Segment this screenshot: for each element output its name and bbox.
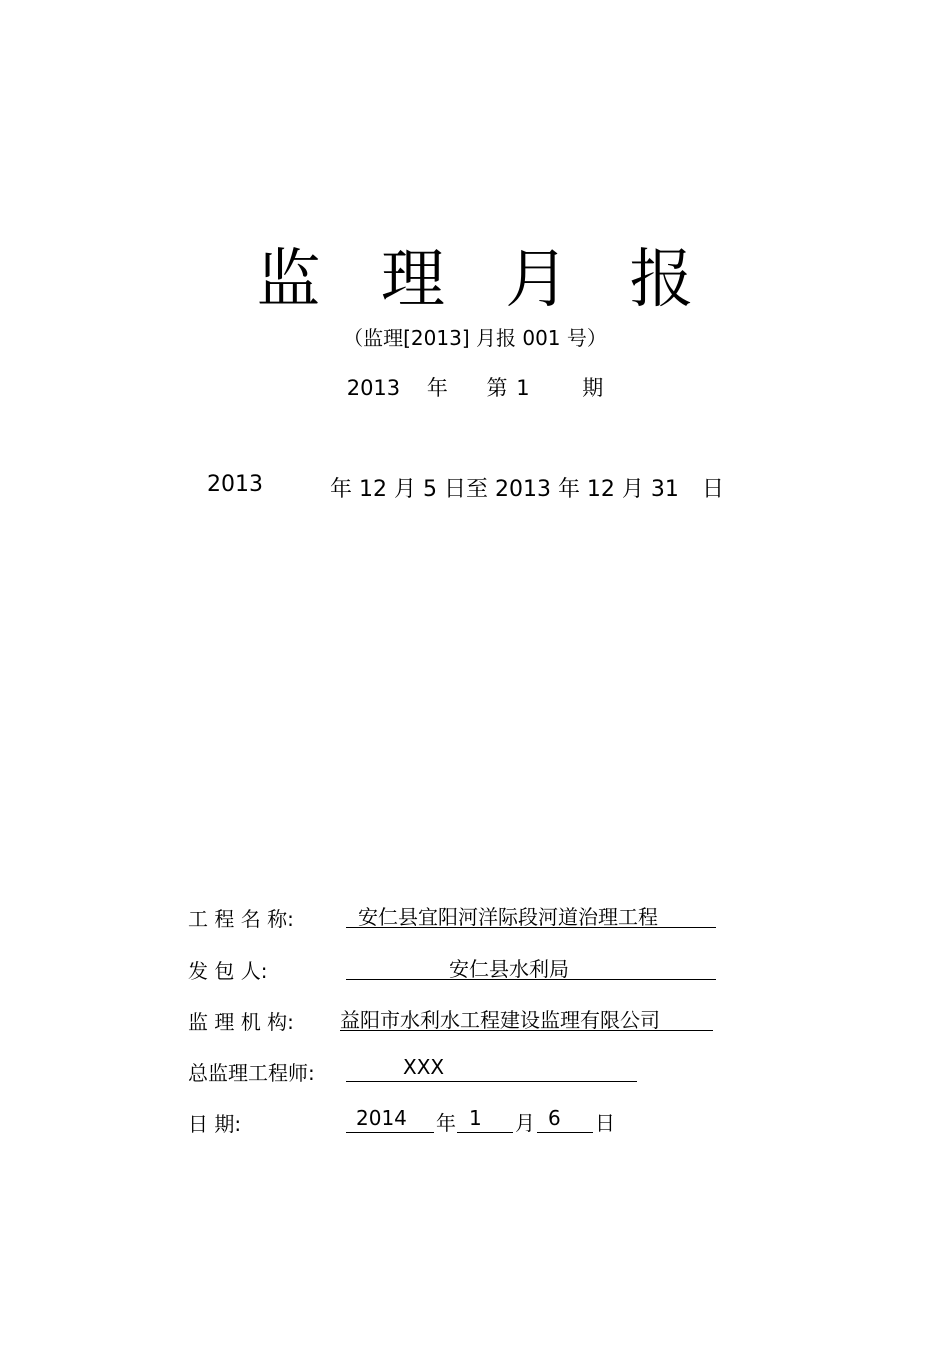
title-char-4: 报 [629,243,694,317]
date-day-field [537,1106,593,1133]
period-end-unit: 日 [702,477,725,502]
document-number: （监理[2013] 月报 001 号） [343,326,607,350]
project-name-field [346,901,716,928]
date-day-unit: 日 [595,1111,615,1135]
chief-engineer-value: XXX [403,1055,445,1079]
issue-prefix: 第 [486,376,508,400]
period-start-year: 2013 [207,472,263,497]
period-range: 年 12 月 5 日至 2013 年 12 月 31 [330,477,679,502]
date-month-value: 1 [469,1106,482,1130]
supervisor-org-value: 益阳市水利水工程建设监理有限公司 [340,1008,660,1032]
employer-field [346,953,716,980]
title-char-1: 监 [256,243,321,317]
issue-suffix: 期 [582,376,604,400]
chief-engineer-field [346,1055,637,1082]
date-month-field [457,1106,513,1133]
date-label: 日 期: [188,1112,242,1136]
title-char-2: 理 [380,243,445,317]
project-name-label: 工 程 名 称: [188,907,294,931]
project-name-value: 安仁县宜阳河洋际段河道治理工程 [358,905,658,929]
issue-line [0,372,950,402]
supervisor-org-label: 监 理 机 构: [188,1010,294,1034]
date-year-field [346,1106,434,1133]
date-month-unit: 月 [515,1111,535,1135]
supervisor-org-field [340,1004,713,1031]
employer-label: 发 包 人: [188,959,268,983]
issue-year-unit: 年 [426,376,448,400]
date-year-unit: 年 [436,1111,456,1135]
title-char-3: 月 [505,243,570,317]
date-year-value: 2014 [356,1106,407,1130]
date-day-value: 6 [548,1106,561,1130]
issue-number: 1 [516,376,530,400]
employer-value: 安仁县水利局 [449,957,569,981]
chief-engineer-label: 总监理工程师: [188,1061,315,1085]
document-title [0,228,950,320]
issue-year: 2013 [346,376,401,400]
